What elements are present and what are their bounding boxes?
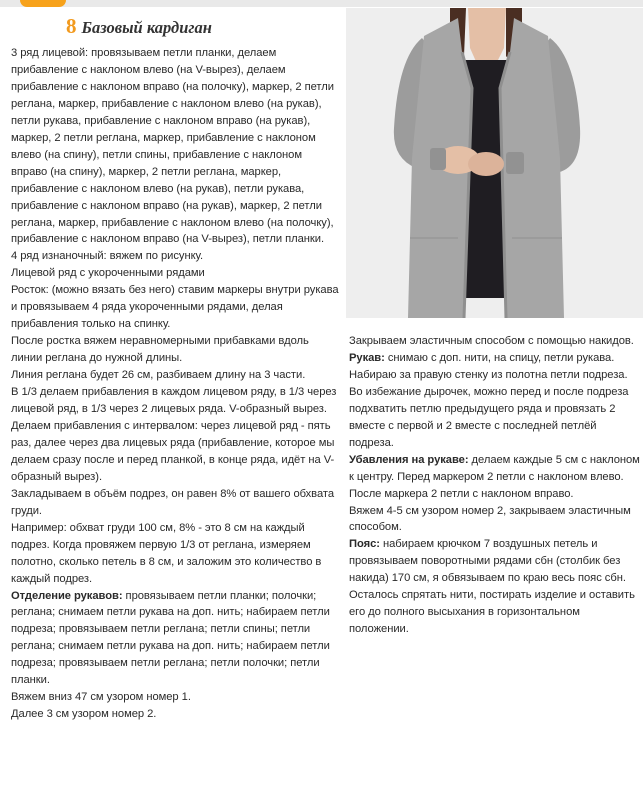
paragraph-finishing: Осталось спрятать нити, постирать изделие и оставить его до полного высыхания в горизонтальном положении.: [349, 589, 635, 636]
belt-heading: Пояс:: [349, 538, 380, 551]
pattern-header: [66, 14, 212, 40]
paragraph-sleeve: [349, 350, 641, 452]
paragraph-increases: В 1/3 делаем прибавления в каждом лицевом ряду, в 1/3 через лицевой ряд, в 1/3 через 2 лицевых ряда. V-образный вырез. Делаем прибавления с интервалом: через лицевой ряд - пять раз, далее через два лицевых ряда (прибавление, которое мы делаем сразу после и перед планкой, в конце ряда, идёт на V-образный вырез).: [11, 386, 337, 483]
sleeve-text: снимаю с доп. нити, на спицу, петли рукава. Набираю за правую стенку из полотна петли подреза. Во избежание дырочек, можно перед и после подреза подхватить петлю предыдущего ряда и провязать 2 вместе с первой и 2 вместе с последней петлёй подреза.: [349, 351, 629, 449]
orange-accent-shape: [20, 0, 66, 7]
paragraph-underarm: Закладываем в объём подрез, он равен 8% от вашего обхвата груди.: [11, 487, 334, 517]
paragraph-belt: [349, 536, 641, 587]
belt-text: набираем крючком 7 воздушных петель и провязываем поворотными рядами сбн (столбик без накида) 170 см, я обвязываем по краю весь пояс сбн.: [349, 538, 626, 585]
left-column: [11, 45, 341, 723]
model-photo: [346, 8, 643, 318]
paragraph-rostok: Росток: (можно вязать без него) ставим маркеры внутри рукава и провязываем 4 ряда укороченными рядами, делая прибавления только на спинку.: [11, 284, 339, 331]
sleeve-decreases-heading: Убавления на рукаве:: [349, 453, 469, 466]
paragraph-pattern-2: Далее 3 см узором номер 2.: [11, 708, 157, 721]
pattern-title: Базовый кардиган: [81, 18, 212, 37]
paragraph-short-rows: Лицевой ряд с укороченными рядами: [11, 267, 205, 280]
paragraph-after-rostok: После ростка вяжем неравномерными прибавками вдоль линии реглана до нужной длины.: [11, 335, 309, 365]
sleeve-separation-heading: Отделение рукавов:: [11, 589, 123, 602]
pattern-number: 8: [66, 14, 77, 38]
paragraph-cuff: Вяжем 4-5 см узором номер 2, закрываем эластичным способом.: [349, 504, 631, 534]
right-column: [349, 333, 641, 638]
paragraph-knit-down: Вяжем вниз 47 см узором номер 1.: [11, 691, 191, 704]
top-bar: [0, 0, 643, 7]
paragraph-sleeve-decreases: [349, 452, 641, 503]
cardigan-illustration: [346, 8, 643, 318]
paragraph-raglan-line: Линия реглана будет 26 см, разбиваем длину на 3 части.: [11, 369, 306, 382]
paragraph-row-3: 3 ряд лицевой: провязываем петли планки, делаем прибавление с наклоном влево (на V-вырез), делаем прибавление с наклоном вправо (на полочку), маркер, 2 петли реглана, маркер, прибавление с наклоном влево (на рукав), петли рукава, прибавление с наклоном вправо (на рукав), маркер, 2 петли реглана, маркер, прибавление с наклоном влево (на спину), петли спины, прибавление с наклоном вправо (на спину), маркер, 2 петли реглана, маркер, прибавление с наклоном влево (на рукав), петли рукава, прибавление с наклоном вправо (на рукав), маркер, 2 петли реглана, маркер, прибавление с наклоном влево (на полочку), прибавление с наклоном вправо (на V-вырез), петли планки.: [11, 47, 334, 246]
paragraph-bind-off: Закрываем эластичным способом с помощью накидов.: [349, 335, 634, 347]
paragraph-example: Например: обхват груди 100 см, 8% - это 8 см на каждый подрез. Когда провяжем первую 1/3 от реглана, измеряем полотно, сколько петель в 8 см, и заложим это количество в каждый подрез.: [11, 521, 322, 585]
sleeve-separation-text: провязываем петли планки; полочки; реглана; снимаем петли рукава на доп. нить; набираем петли подреза; провязываем петли реглана; петли спины; петли реглана; снимаем петли рукава на доп. нить; набираем петли подреза; провязываем петли реглана; петли полочки; петли планки.: [11, 589, 330, 687]
paragraph-row-4: 4 ряд изнаночный: вяжем по рисунку.: [11, 250, 204, 263]
paragraph-sleeve-separation: [11, 588, 341, 690]
sleeve-heading: Рукав:: [349, 351, 385, 364]
sleeve-decreases-text: делаем каждые 5 см с наклоном к центру. Перед маркером 2 петли с наклоном влево. После маркера 2 петли с наклоном вправо.: [349, 453, 640, 500]
